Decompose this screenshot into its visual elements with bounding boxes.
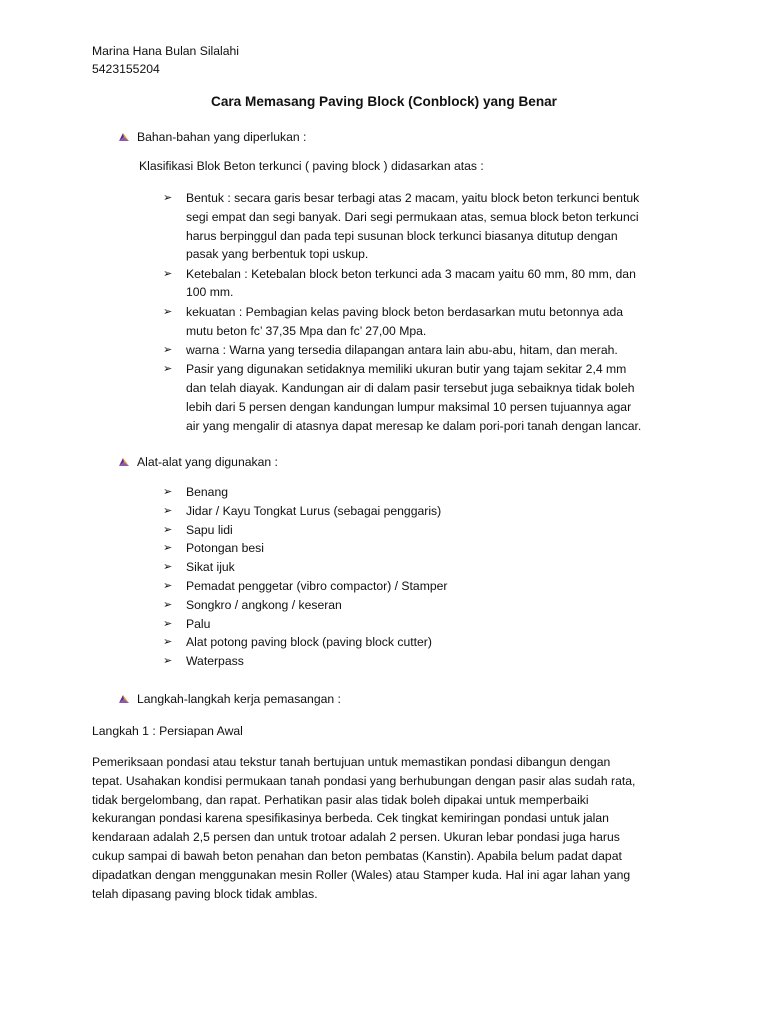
classification-item: [163, 341, 683, 360]
arrow-bullet-icon: ➢: [163, 598, 173, 611]
arrow-bullet-icon: ➢: [163, 486, 173, 498]
classification-text: Warna yang tersedia dilapangan antara lain abu-abu, hitam, dan merah.: [229, 342, 618, 357]
tool-item: [163, 558, 683, 577]
arrow-bullet-icon: ➢: [163, 542, 173, 555]
classification-text: segi empat dan segi banyak. Dari segi permukaan atas, semua block beton terkunci: [186, 209, 639, 224]
arrow-bullet-icon: ➢: [163, 363, 173, 376]
classification-text: mutu beton fc’ 37,35 Mpa dan fc’ 27,00 Mpa.: [186, 323, 427, 338]
section-heading-tools: [118, 453, 278, 472]
tool-item: [163, 483, 683, 502]
classification-text: lebih dari 5 persen dengan kandungan lumpur maksimal 10 persen tujuannya agar: [186, 399, 632, 414]
classification-item: [163, 303, 683, 341]
arrow-bullet-icon: ➢: [163, 523, 173, 536]
arrow-bullet-icon: ➢: [163, 504, 173, 517]
paragraph-line: tidak bergelombang, dan rapat. Perhatikan pasir alas tidak boleh dipakai untuk memperbaiki: [92, 792, 589, 807]
tool-item: [163, 596, 683, 615]
classification-item: [163, 360, 683, 435]
classification-text: dan telah diayak. Kandungan air di dalam pasir tersebut juga sebaiknya tidak boleh: [186, 380, 635, 395]
paragraph-line: Pemeriksaan pondasi atau tekstur tanah bertujuan untuk memastikan pondasi dibangun dengan: [92, 755, 611, 769]
classification-label: kekuatan :: [186, 304, 243, 319]
arrow-bullet-icon: ➢: [163, 267, 173, 280]
tool-item-text: Waterpass: [186, 654, 244, 669]
paragraph-line: telah dipasang paving block tidak amblas.: [92, 886, 318, 901]
tool-item-text: Jidar / Kayu Tongkat Lurus (sebagai penggaris): [186, 503, 442, 518]
classification-list: [163, 189, 683, 436]
classification-label: warna :: [186, 342, 226, 357]
classification-item: [163, 189, 683, 264]
author-id: 5423155204: [92, 62, 160, 76]
paragraph-line: cukup sampai di bawah beton penahan dan beton pembatas (Kanstin). Apabila belum padat dapat: [92, 848, 622, 863]
paragraph-line: dipadatkan dengan menggunakan mesin Roller (Wales) atau Stamper kuda. Hal ini agar lahan yang: [92, 867, 631, 882]
section-heading-text: Langkah-langkah kerja pemasangan :: [137, 692, 341, 706]
tool-item: [163, 577, 683, 596]
classification-text: harus berpinggul dan pada tepi susunan block terkunci biasanya ditutup dengan: [186, 228, 618, 243]
tool-item: [163, 502, 683, 521]
classification-text: pasak yang berbentuk topi uskup.: [186, 247, 369, 262]
tool-item-text: Pemadat penggetar (vibro compactor) / Stamper: [186, 578, 448, 593]
tool-item-text: Potongan besi: [186, 541, 264, 556]
tool-item: [163, 539, 683, 558]
step-1-title: Langkah 1 : Persiapan Awal: [92, 724, 243, 738]
arrow-bullet-icon: ➢: [163, 636, 173, 649]
arrow-bullet-icon: ➢: [163, 561, 173, 574]
arrow-bullet-icon: ➢: [163, 305, 173, 318]
author-block: [92, 42, 239, 78]
classification-intro: Klasifikasi Blok Beton terkunci ( paving block ) didasarkan atas :: [139, 159, 484, 173]
arrow-bullet-icon: ➢: [163, 655, 173, 668]
classification-label: Bentuk :: [186, 191, 231, 205]
section-heading-text: Alat-alat yang digunakan :: [137, 455, 278, 469]
arrow-bullet-icon: ➢: [163, 343, 173, 356]
paragraph-line: kendaraan adalah 2,5 persen dan untuk trotoar adalah 2 persen. Ukuran lebar pondasi juga harus: [92, 830, 620, 845]
bullet-marker-icon: [118, 131, 130, 143]
arrow-bullet-icon: ➢: [163, 192, 173, 204]
tool-item-text: Songkro / angkong / keseran: [186, 597, 342, 612]
section-heading-materials: [118, 128, 306, 147]
arrow-bullet-icon: ➢: [163, 617, 173, 630]
document-title: Cara Memasang Paving Block (Conblock) yang Benar: [211, 94, 557, 109]
paragraph-line: tepat. Usahakan kondisi permukaan tanah pondasi yang berhubungan dengan pasir alas sudah rata,: [92, 773, 636, 788]
classification-label: Ketebalan :: [186, 266, 248, 281]
tool-item: [163, 652, 683, 671]
tool-item: [163, 633, 683, 652]
classification-text: secara garis besar terbagi atas 2 macam, yaitu block beton terkunci bentuk: [234, 191, 640, 205]
tool-item-text: Sapu lidi: [186, 522, 233, 537]
tool-item: [163, 615, 683, 634]
classification-text: 100 mm.: [186, 285, 234, 300]
tool-item-text: Palu: [186, 616, 211, 631]
tool-item: [163, 521, 683, 540]
bullet-marker-icon: [118, 693, 130, 705]
classification-text: air yang mengalir di atasnya dapat meresap ke dalam pori-pori tanah dengan lancar.: [186, 418, 642, 433]
author-name: Marina Hana Bulan Silalahi: [92, 44, 240, 58]
section-heading-text: Bahan-bahan yang diperlukan :: [137, 130, 307, 144]
section-heading-steps: [118, 690, 341, 709]
classification-text: Pembagian kelas paving block beton berdasarkan mutu betonnya ada: [245, 304, 624, 319]
classification-item: [163, 265, 683, 303]
classification-text: Ketebalan block beton terkunci ada 3 macam yaitu 60 mm, 80 mm, dan: [251, 266, 636, 281]
tool-item-text: Alat potong paving block (paving block cutter): [186, 635, 432, 650]
paragraph-line: kekurangan pondasi karena spesifikasinya berbeda. Cek tingkat kemiringan pondasi untuk jalan: [92, 811, 609, 826]
step-1-paragraph: [92, 753, 704, 903]
arrow-bullet-icon: ➢: [163, 579, 173, 592]
bullet-marker-icon: [118, 456, 130, 468]
tool-item-text: Sikat ijuk: [186, 560, 235, 575]
tools-list: [163, 483, 683, 671]
tool-item-text: Benang: [186, 485, 229, 499]
classification-text: Pasir yang digunakan setidaknya memiliki ukuran butir yang tajam sekitar 2,4 mm: [186, 362, 627, 377]
